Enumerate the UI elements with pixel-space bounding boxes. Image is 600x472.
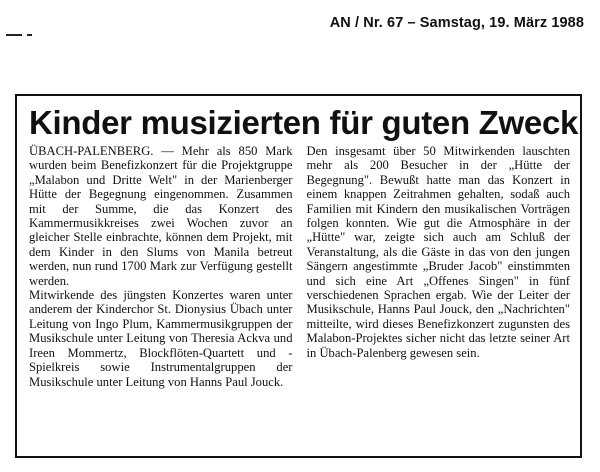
article-paragraph: Mitwirkende des jüngsten Konzertes waren unter anderem der Kinderchor St. Dionysius Übach unter Leitung von Ingo Plum, Kammermusikgruppen der Musikschule unter Leitung von Theresia Ackva und Ireen Mommertz, Blockflöten-Quartett und -Spielkreis sowie Instrumentalgruppen der Musikschule unter Leitung von Hanns Paul Jouck. — [29, 288, 293, 389]
article-paragraph: Den insgesamt über 50 Mitwirkenden lauschten mehr als 200 Besucher in der „Hütte der Begegnung". Bewußt hatte man das Konzert in einem knappen Zeitrahmen gehalten, sodaß auch Familien mit Kindern den musikalischen Vorträgen folgen konnten. Wie gut die Atmosphäre in der „Hütte" war, zeigte sich auch am Schluß der Veranstaltung, als die Gäste in das von den jungen Sängern angestimmte „Bruder Jacob" einstimmten und sich eine Art „Offenes Singen" in fünf verschiedenen Sprachen ergab. Wie der Leiter der Musikschule, Hanns Paul Jouck, den „Nachrichten" mitteilte, wird dieses Benefizkonzert zugunsten des Malabon-Projektes sicher nicht das letzte seiner Art in Übach-Palenberg gewesen sein. — [306, 144, 570, 360]
article-column-right — [307, 144, 571, 389]
article-headline: Kinder musizierten für guten Zweck — [29, 104, 579, 141]
article-paragraph: ÜBACH-PALENBERG. — Mehr als 850 Mark wurden beim Benefizkonzert für die Projektgruppe „Malabon und Dritte Welt" in der Marienberger Hütte der Begegnung eingenommen. Zusammen mit der Summe, die das Konzert des Kammermusikkreises zwei Wochen zuvor an gleicher Stelle einbrachte, können dem Projekt, mit dem Kinder in den Slums von Manila betreut werden, nun rund 1700 Mark zur Verfügung gestellt werden. — [29, 144, 293, 288]
scan-mark-segment — [27, 34, 32, 36]
publication-header: AN / Nr. 67 – Samstag, 19. März 1988 — [329, 15, 584, 31]
scan-mark — [6, 34, 40, 36]
article-columns — [29, 144, 570, 389]
scan-mark-segment — [6, 34, 22, 36]
article-clipping — [15, 94, 582, 458]
article-column-left — [29, 144, 293, 389]
